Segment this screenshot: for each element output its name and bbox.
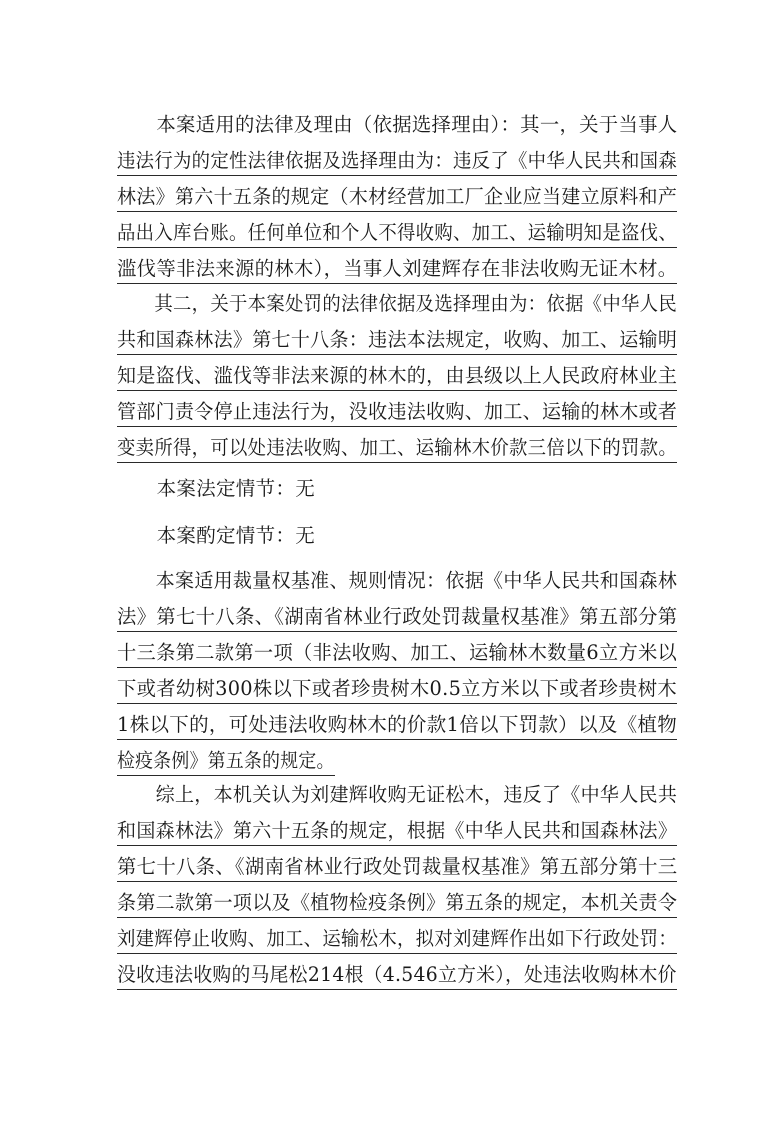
text-line: 本案适用裁量权基准、规则情况：依据《中华人民共和国森林: [117, 569, 678, 592]
paragraph-legal-basis-2: [117, 286, 677, 466]
text-line: 违法行为的定性法律依据及选择理由为：违反了《中华人民共和国森: [117, 143, 677, 179]
text-line: 1株以下的，可处违法收购林木的价款1倍以下罚款）以及《植物: [117, 707, 677, 743]
paragraph-legal-basis-1: [117, 107, 677, 287]
text-line: 管部门责令停止违法行为，没收违法收购、加工、运输的林木或者: [117, 394, 677, 430]
text-line: 刘建辉停止收购、加工、运输松木，拟对刘建辉作出如下行政处罚：: [117, 921, 677, 957]
text-line: 品出入库台账。任何单位和个人不得收购、加工、运输明知是盗伐、: [117, 215, 677, 251]
text-line: 其二，关于本案处罚的法律依据及选择理由为：依据《中华人民: [117, 292, 678, 315]
paragraph-statutory-circumstances: [117, 471, 677, 507]
text-line: 林法》第六十五条的规定（木材经营加工厂企业应当建立原料和产: [117, 179, 677, 215]
paragraph-discretion-standards: [117, 563, 677, 779]
text-line: 没收违法收购的马尾松214根（4.546立方米），处违法收购林木价: [117, 957, 677, 993]
text-line: 条第二款第一项以及《植物检疫条例》第五条的规定，本机关责令: [117, 885, 677, 921]
text-line: 知是盗伐、滥伐等非法来源的林木的，由县级以上人民政府林业主: [117, 358, 677, 394]
text-line: 检疫条例》第五条的规定。: [117, 743, 335, 779]
paragraph-discretionary-circumstances: [117, 518, 677, 554]
text-line: 本案法定情节：无: [117, 477, 316, 500]
text-line: 和国森林法》第六十五条的规定，根据《中华人民共和国森林法》: [117, 813, 677, 849]
text-line: 共和国森林法》第七十八条：违法本法规定，收购、加工、运输明: [117, 322, 677, 358]
text-line: 下或者幼树300株以下或者珍贵树木0.5立方米以下或者珍贵树木: [117, 671, 677, 707]
text-line: 十三条第二款第一项（非法收购、加工、运输林木数量6立方米以: [117, 635, 677, 671]
text-line: 变卖所得，可以处违法收购、加工、运输林木价款三倍以下的罚款。: [117, 430, 677, 466]
text-line: 滥伐等非法来源的林木），当事人刘建辉存在非法收购无证木材。: [117, 251, 677, 287]
text-line: 第七十八条、《湖南省林业行政处罚裁量权基准》第五部分第十三: [117, 849, 677, 885]
paragraph-conclusion: [117, 777, 677, 993]
text-line: 本案适用的法律及理由（依据选择理由）：其一，关于当事人: [117, 113, 678, 136]
text-line: 法》第七十八条、《湖南省林业行政处罚裁量权基准》第五部分第: [117, 599, 677, 635]
text-line: 本案酌定情节：无: [117, 524, 316, 547]
text-line: 综上，本机关认为刘建辉收购无证松木，违反了《中华人民共: [117, 783, 678, 806]
